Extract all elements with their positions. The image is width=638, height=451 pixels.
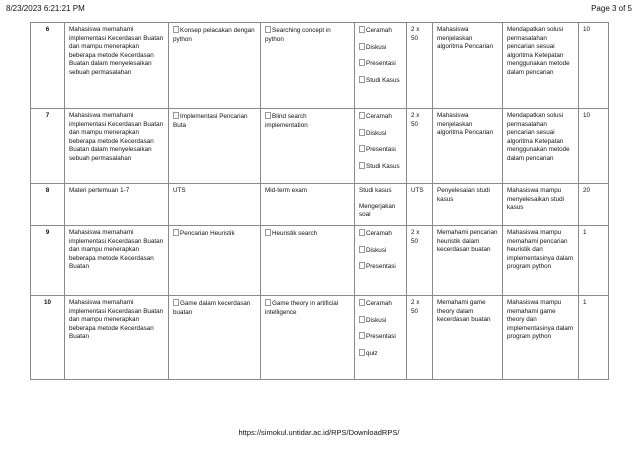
table-row: [31, 226, 609, 296]
waktu-cell-text: 2 x 50: [411, 299, 420, 315]
materi-cell: [169, 226, 261, 296]
checkbox-icon: [173, 112, 179, 119]
checkbox-icon: [173, 299, 179, 306]
row-number: [31, 296, 65, 380]
bobot-cell: [579, 184, 609, 226]
cpmk-cell-text: Materi pertemuan 1-7: [69, 187, 130, 194]
waktu-cell-text: UTS: [411, 187, 424, 194]
materi-cell-text: Pencarian Heuristik: [180, 230, 235, 237]
metode-cell: [355, 23, 407, 109]
checkbox-icon: [359, 129, 365, 136]
page-number: Page 3 of 5: [591, 4, 632, 13]
indikator-cell: [503, 296, 579, 380]
row-number-text: 7: [45, 112, 50, 119]
metode-label: Presentasi: [366, 333, 396, 341]
checkbox-icon: [359, 145, 365, 152]
metode-item: [359, 112, 402, 122]
checkbox-icon: [359, 349, 365, 356]
metode-label: Diskusi: [366, 129, 387, 137]
metode-cell: [355, 184, 407, 226]
table-row: [31, 109, 609, 184]
table-row: [31, 184, 609, 226]
indikator-cell-text: Mahasiswa mampu memahami game theory dan implementasinya dalam program python: [507, 299, 574, 341]
metode-label: Diskusi: [366, 316, 387, 324]
bobot-cell: [579, 109, 609, 184]
bobot-cell: [579, 296, 609, 380]
waktu-cell: [407, 23, 433, 109]
pustaka-cell: [261, 23, 355, 109]
waktu-cell: [407, 226, 433, 296]
row-number-text: 6: [45, 26, 50, 33]
indikator-cell: [503, 184, 579, 226]
indikator-cell-text: Mahasiswa mampu menyelesaikan studi kasus: [507, 187, 565, 212]
checkbox-icon: [265, 26, 271, 33]
materi-cell: [169, 23, 261, 109]
metode-item: [359, 332, 402, 342]
rps-table: [30, 22, 609, 380]
metode-item: [359, 246, 402, 256]
pustaka-cell: [261, 184, 355, 226]
materi-cell-text: Konsep pelacakan dengan python: [173, 27, 255, 43]
metode-label: Presentasi: [366, 146, 396, 154]
pustaka-cell: [261, 109, 355, 184]
cpmk-cell: [65, 296, 169, 380]
metode-label: quiz: [366, 349, 378, 357]
metode-label: Diskusi: [366, 246, 387, 254]
pengalaman-cell: [433, 109, 503, 184]
checkbox-icon: [359, 229, 365, 236]
materi-cell: [169, 184, 261, 226]
metode-item: [359, 349, 402, 359]
checkbox-icon: [265, 229, 271, 236]
waktu-cell: [407, 296, 433, 380]
row-number: [31, 226, 65, 296]
pustaka-cell: [261, 296, 355, 380]
row-number: [31, 109, 65, 184]
pengalaman-cell-text: Mahasiswa menjelaskan algoritma Pencarian: [437, 26, 494, 51]
metode-item: [359, 187, 402, 196]
metode-label: Diskusi: [366, 43, 387, 51]
cpmk-cell-text: Mahasiswa memahami implementasi Kecerdasan Buatan dan mampu menerapkan beberapa metode Kecerdasan Buatan dalam menyelesaikan sebuah permasalahan: [69, 26, 164, 76]
footer-url: https://simokul.untidar.ac.id/RPS/DownloadRPS/: [238, 428, 400, 437]
metode-item: [359, 59, 402, 69]
table-row: [31, 296, 609, 380]
bobot-cell: [579, 226, 609, 296]
waktu-cell: [407, 184, 433, 226]
print-datetime: 8/23/2023 6:21:21 PM: [6, 4, 85, 13]
waktu-cell-text: 2 x 50: [411, 26, 420, 42]
metode-item: [359, 299, 402, 309]
waktu-cell: [407, 109, 433, 184]
metode-label: Mengerjakan soal: [359, 202, 396, 219]
metode-label: Presentasi: [366, 60, 396, 68]
checkbox-icon: [359, 262, 365, 269]
pengalaman-cell: [433, 226, 503, 296]
indikator-cell: [503, 226, 579, 296]
cpmk-cell-text: Mahasiswa memahami implementasi Kecerdasan Buatan dan mampu menerapkan beberapa metode Kecerdasan Buatan: [69, 299, 164, 341]
indikator-cell: [503, 109, 579, 184]
checkbox-icon: [173, 229, 179, 236]
pengalaman-cell: [433, 184, 503, 226]
pengalaman-cell: [433, 296, 503, 380]
metode-item: [359, 145, 402, 155]
pengalaman-cell-text: Penyelesaian studi kasus: [437, 187, 490, 203]
row-number-text: 9: [45, 229, 50, 236]
cpmk-cell-text: Mahasiswa memahami implementasi Kecerdasan Buatan dan mampu menerapkan beberapa metode Kecerdasan Buatan dalam menyelesaikan sebuah permasalahan: [69, 112, 164, 162]
metode-item: [359, 26, 402, 36]
cpmk-cell: [65, 109, 169, 184]
waktu-cell-text: 2 x 50: [411, 229, 420, 245]
metode-label: Studi Kasus: [366, 76, 400, 84]
checkbox-icon: [359, 26, 365, 33]
indikator-cell: [503, 23, 579, 109]
metode-cell: [355, 226, 407, 296]
cpmk-cell: [65, 23, 169, 109]
pengalaman-cell-text: Memahami pencarian heuristik dalam kecerdasan buatan: [437, 229, 498, 254]
materi-cell-text: UTS: [173, 187, 186, 194]
checkbox-icon: [359, 316, 365, 323]
metode-item: [359, 262, 402, 272]
indikator-cell-text: Mendapatkan solusi permasalahan pencarian sesuai algoritma Ketepatan menggunakan metode dalam pencarian: [507, 26, 570, 76]
checkbox-icon: [173, 26, 179, 33]
materi-cell-text: Game dalam kecerdasan buatan: [173, 300, 251, 316]
materi-cell: [169, 296, 261, 380]
cpmk-cell: [65, 184, 169, 226]
checkbox-icon: [359, 112, 365, 119]
materi-cell-text: Implementasi Pencarian Buta: [173, 113, 248, 129]
metode-label: Ceramah: [366, 230, 392, 237]
metode-label: Ceramah: [366, 113, 392, 120]
checkbox-icon: [359, 299, 365, 306]
metode-label: Ceramah: [366, 27, 392, 34]
bobot-cell-text: 10: [583, 26, 591, 33]
row-number: [31, 184, 65, 226]
cpmk-cell: [65, 226, 169, 296]
materi-cell: [169, 109, 261, 184]
metode-item: [359, 129, 402, 139]
pustaka-cell-text: Mid-term exam: [265, 187, 307, 194]
row-number: [31, 23, 65, 109]
checkbox-icon: [359, 332, 365, 339]
checkbox-icon: [359, 59, 365, 66]
pustaka-cell: [261, 226, 355, 296]
metode-label: Studi Kasus: [366, 162, 400, 170]
metode-cell: [355, 296, 407, 380]
metode-label: Studi kasus: [359, 187, 392, 194]
pengalaman-cell-text: Memahami game theory dalam kecerdasan buatan: [437, 299, 491, 324]
metode-label: Presentasi: [366, 263, 396, 271]
waktu-cell-text: 2 x 50: [411, 112, 420, 128]
bobot-cell-text: 10: [583, 112, 591, 119]
metode-label: Ceramah: [366, 300, 392, 307]
checkbox-icon: [359, 76, 365, 83]
row-number-text: 8: [45, 187, 50, 194]
pustaka-cell-text: Searching concept in python: [265, 27, 331, 43]
bobot-cell-text: 1: [583, 229, 587, 236]
metode-cell: [355, 109, 407, 184]
pengalaman-cell-text: Mahasiswa menjelaskan algoritma Pencarian: [437, 112, 494, 137]
checkbox-icon: [359, 43, 365, 50]
bobot-cell-text: 1: [583, 299, 587, 306]
metode-item: [359, 229, 402, 239]
bobot-cell-text: 20: [583, 187, 591, 194]
metode-item: [359, 76, 402, 86]
pengalaman-cell: [433, 23, 503, 109]
checkbox-icon: [359, 162, 365, 169]
metode-item: [359, 43, 402, 53]
metode-item: [359, 316, 402, 326]
table-row: [31, 23, 609, 109]
metode-item: [359, 203, 402, 220]
checkbox-icon: [359, 246, 365, 253]
pustaka-cell-text: Heuristik search: [272, 230, 318, 237]
cpmk-cell-text: Mahasiswa memahami implementasi Kecerdasan Buatan dan mampu menerapkan beberapa metode Kecerdasan Buatan: [69, 229, 164, 271]
metode-item: [359, 162, 402, 172]
indikator-cell-text: Mendapatkan solusi permasalahan pencarian sesuai algoritma Ketepatan menggunakan metode dalam pencarian: [507, 112, 570, 162]
checkbox-icon: [265, 112, 271, 119]
row-number-text: 10: [43, 299, 51, 306]
bobot-cell: [579, 23, 609, 109]
indikator-cell-text: Mahasiswa mampu memahami pencarian heuristik dan implementasinya dalam program python: [507, 229, 574, 271]
pustaka-cell-text: Game theory in artificial intelligence: [265, 300, 339, 316]
pustaka-cell-text: Blind search implementation: [265, 113, 308, 129]
checkbox-icon: [265, 299, 271, 306]
